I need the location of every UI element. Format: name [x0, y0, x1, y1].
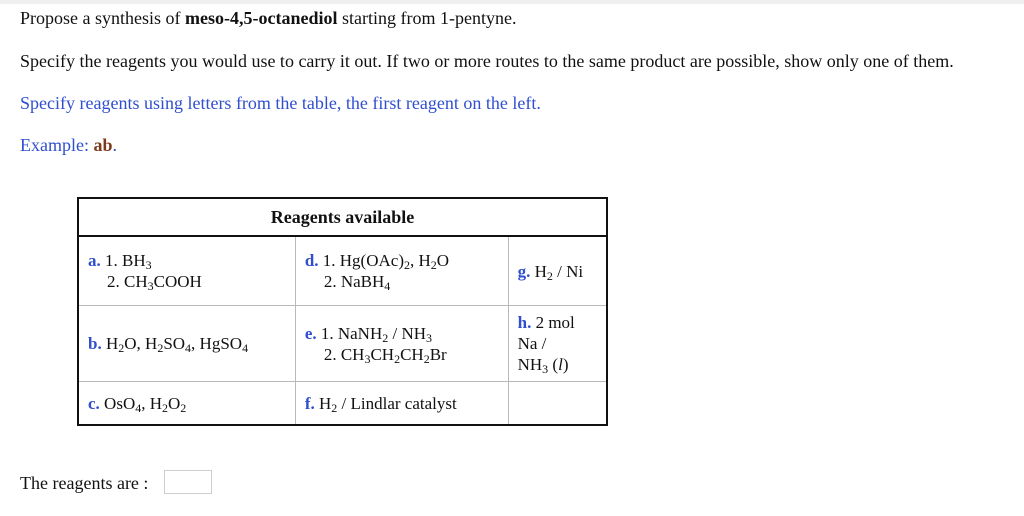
reagent-cell-h: h. 2 mol Na / $NH_3$ (l) [508, 306, 607, 382]
answer-label: The reagents are : [20, 473, 149, 493]
reagent-cell-a [78, 236, 295, 306]
reagent-cell-e [295, 306, 508, 382]
specify-instructions: Specify the reagents you would use to carry it out. If two or more routes to the same product are possible, show only one of them. [20, 51, 954, 71]
reagent-d-line1: d. 1. $Hg(OAc)_2$, $H_2O$ [304, 251, 450, 272]
reagent-cell-b: b. $H_2O$, $H_2SO_4$, HgSO$_4$ [78, 306, 295, 382]
reagent-e-line1: e. 1. NaNH$_2$ / $NH_3$ [304, 323, 433, 345]
reagent-d-line2: 2. NaBH$_4$ [323, 272, 391, 293]
reagents-table [77, 197, 608, 426]
reagent-a-line1: a. 1. $BH_3$ [88, 251, 152, 272]
reagent-cell-c: c. OsO$_4$, $H_2O_2$ [78, 382, 295, 426]
reagents-answer-input[interactable] [164, 470, 212, 494]
target-compound: meso-4,5-octanediol [185, 8, 338, 28]
table-header: Reagents available [78, 198, 607, 236]
reagent-cell-empty [508, 382, 607, 426]
reagent-cell-g: g. $H_2$ / Ni [508, 236, 607, 306]
reagent-a-line2: 2. $CH_3COOH$ [107, 272, 202, 293]
reagent-e-line2: 2. $CH_3CH_2CH_2Br$ [323, 344, 447, 366]
reagent-cell-f: f. $H_2$ / Lindlar catalyst [295, 382, 508, 426]
question-prompt: Propose a synthesis of meso-4,5-octanediol starting from 1-pentyne. [20, 8, 517, 28]
example-value: ab [93, 135, 113, 155]
top-divider [0, 0, 1024, 4]
example-line: Example: ab. [20, 135, 117, 155]
reagent-instruction: Specify reagents using letters from the table, the first reagent on the left. [20, 93, 541, 113]
reagent-cell-d [295, 236, 508, 306]
